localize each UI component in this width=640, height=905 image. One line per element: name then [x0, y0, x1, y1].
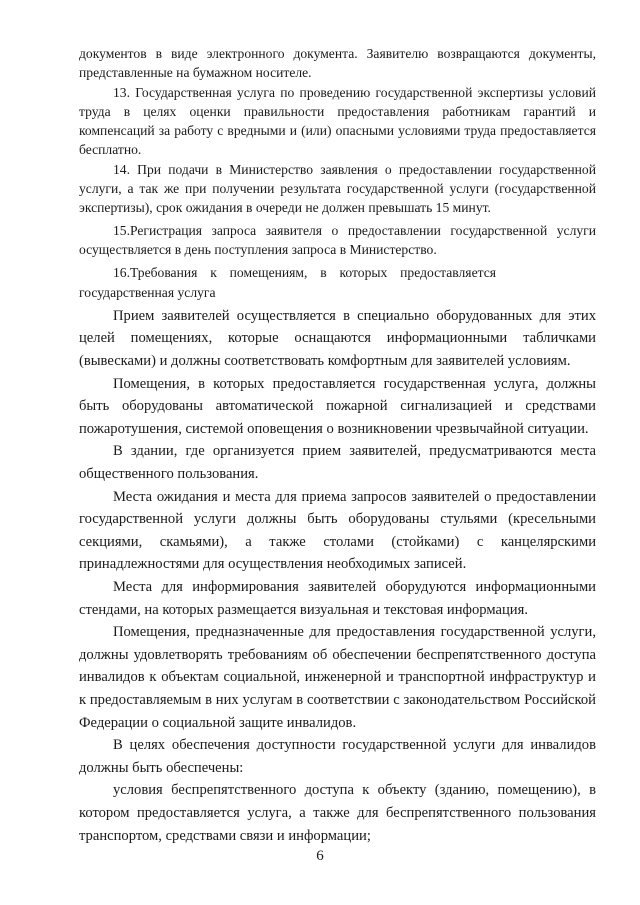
- paragraph-public-places: В здании, где организуется прием заявителей, предусматриваются места общественного пользования.: [79, 443, 596, 483]
- paragraph-accessibility-requirements: Помещения, предназначенные для предоставления государственной услуги, должны удовлетворять требованиям об обеспечении беспрепятственного доступа инвалидов к объектам социальной, инженерной и транспортной инфраструктур и к предоставляемым в них услугам в соответствии с законодательством Российской Федерации о социальной защите инвалидов.: [79, 624, 596, 731]
- paragraph-16-premises-requirements: 16.Требования к помещениям, в которых предоставляется государственная услуга: [79, 265, 496, 300]
- paragraph-access-conditions: условия беспрепятственного доступа к объекту (зданию, помещению), в котором предоставляется услуга, а также для беспрепятственного пользования транспортом, средствами связи и информации;: [79, 782, 596, 844]
- paragraph-documents-return: документов в виде электронного документа. Заявителю возвращаются документы, представленные на бумажном носителе.: [79, 46, 596, 81]
- paragraph-14-waiting-time: 14. При подачи в Министерство заявления о предоставлении государственной услуги, а так же при получении результата государственной услуги (государственной экспертизы), срок ожидания в очереди не должен превышать 15 минут.: [79, 161, 596, 216]
- paragraph-disabled-access-intro: В целях обеспечения доступности государственной услуги для инвалидов должны быть обеспечены:: [79, 737, 596, 776]
- paragraph-13-free-service: 13. Государственная услуга по проведению государственной экспертизы условий труда в целях оценки правильности предоставления работникам гарантий и компенсаций за работу с вредными и (или) опасными условиями труда предоставляется бесплатно.: [79, 84, 596, 158]
- page-number: 6: [316, 848, 324, 864]
- paragraph-information-stands: Места для информирования заявителей оборудуются информационными стендами, на которых размещается визуальная и текстовая информация.: [79, 578, 596, 618]
- paragraph-waiting-places: Места ожидания и места для приема запросов заявителей о предоставлении государственной услуги должны быть оборудованы стульями (кресельными секциями, скамьями), а также столами (стойками) с канцелярскими принадлежностями для осуществления необходимых записей.: [79, 488, 596, 573]
- paragraph-15-registration: 15.Регистрация запроса заявителя о предоставлении государственной услуги осуществляется в день поступления запроса в Министерство.: [79, 222, 596, 257]
- paragraph-fire-safety: Помещения, в которых предоставляется государственная услуга, должны быть оборудованы автоматической пожарной сигнализацией и средствами пожаротушения, системой оповещения о возникновении чрезвычайной ситуации.: [79, 375, 596, 437]
- paragraph-reception-rooms: Прием заявителей осуществляется в специально оборудованных для этих целей помещениях, которые оснащаются информационными табличками (вывесками) и должны соответствовать комфортным для заявителей условиям.: [79, 307, 596, 370]
- document-body: [79, 44, 596, 847]
